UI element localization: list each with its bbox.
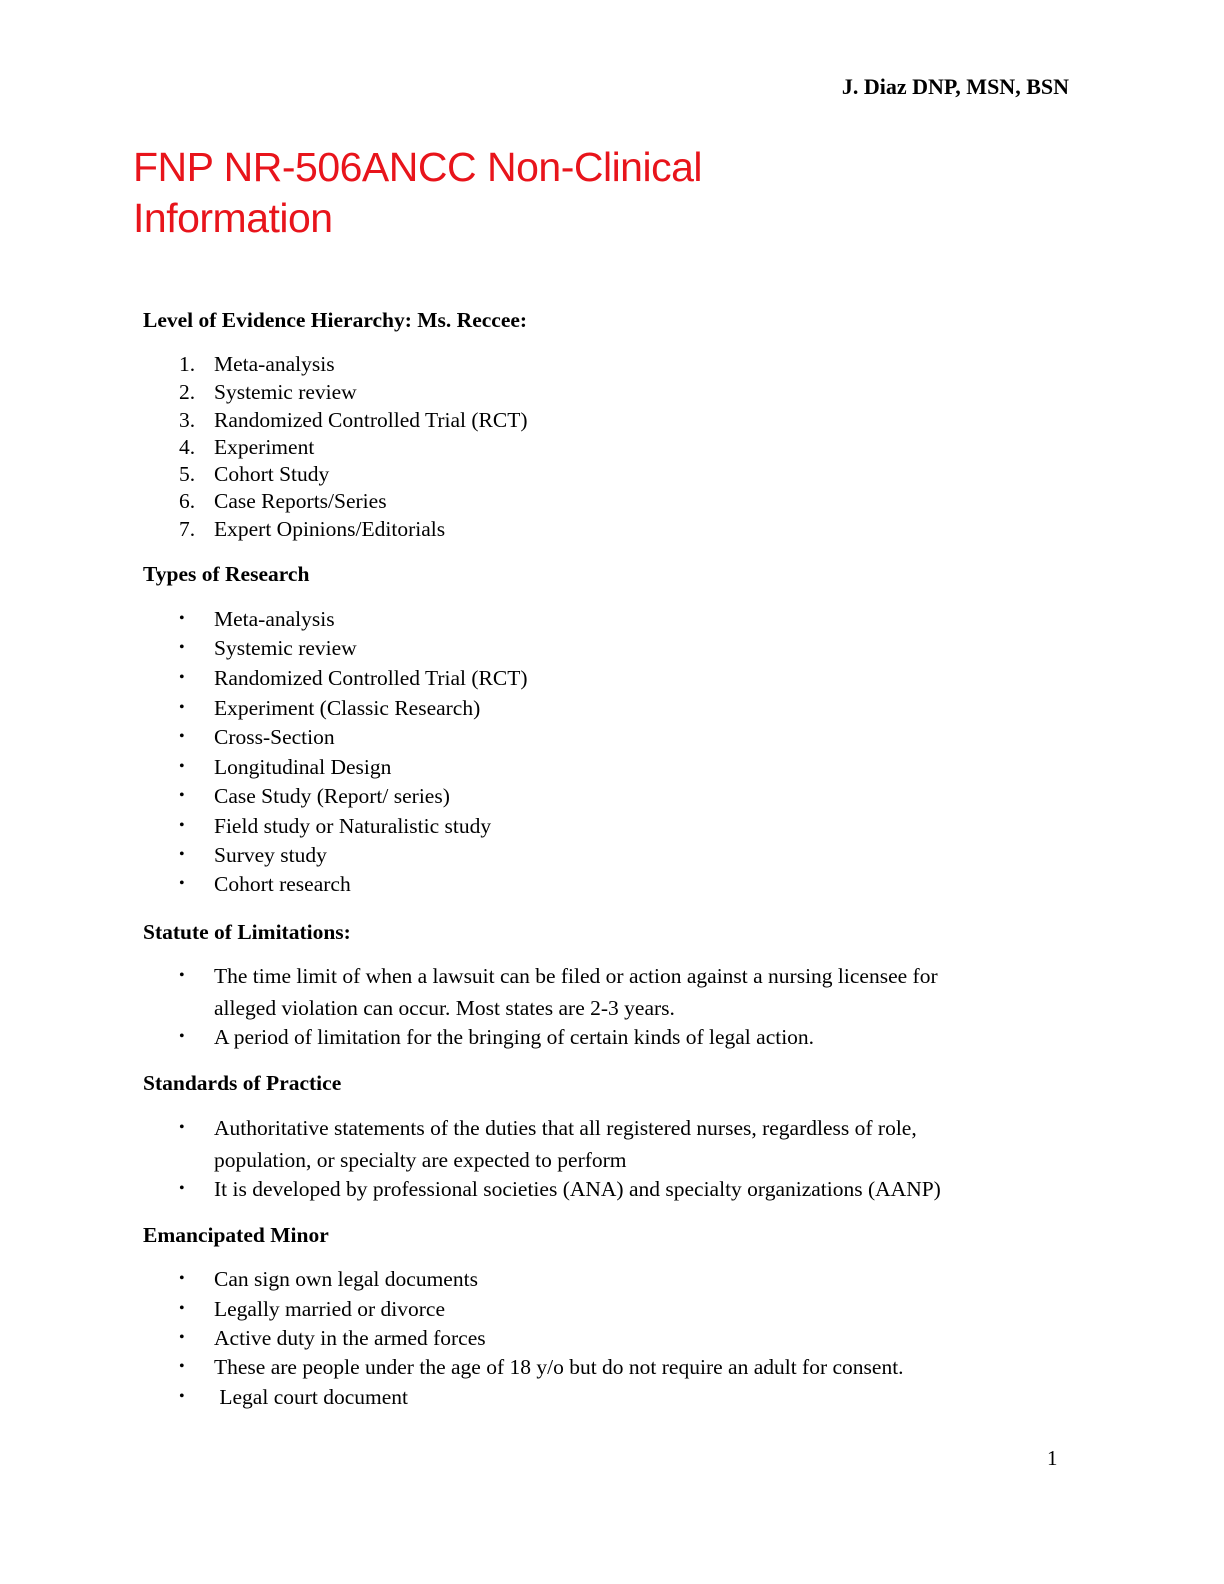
bullet-icon: •: [179, 875, 185, 892]
bullet-icon: •: [179, 1270, 185, 1287]
list-number: 2.: [179, 380, 196, 404]
bullet-icon: •: [179, 1180, 185, 1197]
list-number: 1.: [179, 352, 196, 376]
list-item: Experiment (Classic Research): [214, 696, 481, 720]
list-number: 7.: [179, 517, 196, 541]
bullet-icon: •: [179, 846, 185, 863]
section-heading-research-types: Types of Research: [143, 562, 310, 586]
author-header: J. Diaz DNP, MSN, BSN: [841, 74, 1069, 99]
list-item: Case Reports/Series: [214, 489, 387, 513]
section-heading-evidence: Level of Evidence Hierarchy: Ms. Reccee:: [143, 308, 528, 332]
list-item: Experiment: [214, 435, 315, 459]
bullet-icon: •: [179, 1028, 185, 1045]
document-title-line2: Information: [133, 195, 333, 241]
page-number: 1: [1047, 1446, 1058, 1470]
section-heading-emancipated: Emancipated Minor: [143, 1223, 329, 1247]
list-item: Meta-analysis: [214, 352, 335, 376]
bullet-icon: •: [179, 728, 185, 745]
bullet-icon: •: [179, 1388, 185, 1405]
list-item: The time limit of when a lawsuit can be filed or action against a nursing licensee for: [214, 964, 938, 988]
bullet-icon: •: [179, 1329, 185, 1346]
list-item: Cross-Section: [214, 725, 335, 749]
list-item: Longitudinal Design: [214, 755, 392, 779]
list-item: Expert Opinions/Editorials: [214, 517, 446, 541]
list-item: Systemic review: [214, 636, 357, 660]
list-item: Field study or Naturalistic study: [214, 814, 492, 838]
bullet-icon: •: [179, 639, 185, 656]
list-item-continuation: alleged violation can occur. Most states are 2-3 years.: [214, 996, 675, 1020]
bullet-icon: •: [179, 1119, 185, 1136]
list-item: Case Study (Report/ series): [214, 784, 450, 808]
bullet-icon: •: [179, 787, 185, 804]
list-item: Survey study: [214, 843, 327, 867]
bullet-icon: •: [179, 817, 185, 834]
list-item: Legal court document: [214, 1385, 409, 1409]
list-number: 3.: [179, 408, 196, 432]
list-item: It is developed by professional societies (ANA) and specialty organizations (AANP): [214, 1177, 941, 1201]
bullet-icon: •: [179, 967, 185, 984]
list-number: 5.: [179, 462, 196, 486]
document-title-line1: FNP NR-506ANCC Non-Clinical: [133, 144, 703, 190]
list-item: Randomized Controlled Trial (RCT): [214, 408, 528, 432]
list-item: Randomized Controlled Trial (RCT): [214, 666, 528, 690]
list-item-continuation: population, or specialty are expected to perform: [214, 1148, 627, 1172]
list-number: 4.: [179, 435, 196, 459]
list-item: Cohort research: [214, 872, 351, 896]
list-item: Active duty in the armed forces: [214, 1326, 486, 1350]
bullet-icon: •: [179, 610, 185, 627]
section-heading-standards: Standards of Practice: [143, 1071, 342, 1095]
bullet-icon: •: [179, 1300, 185, 1317]
section-heading-statute: Statute of Limitations:: [143, 920, 351, 944]
list-item: Legally married or divorce: [214, 1297, 446, 1321]
bullet-icon: •: [179, 669, 185, 686]
list-number: 6.: [179, 489, 196, 513]
list-item: Can sign own legal documents: [214, 1267, 478, 1291]
bullet-icon: •: [179, 1358, 185, 1375]
list-item: Systemic review: [214, 380, 357, 404]
list-item: Meta-analysis: [214, 607, 335, 631]
list-item: These are people under the age of 18 y/o but do not require an adult for consent.: [214, 1355, 904, 1379]
list-item: Cohort Study: [214, 462, 330, 486]
bullet-icon: •: [179, 758, 185, 775]
list-item: Authoritative statements of the duties that all registered nurses, regardless of role,: [214, 1116, 917, 1140]
bullet-icon: •: [179, 699, 185, 716]
list-item: A period of limitation for the bringing of certain kinds of legal action.: [214, 1025, 815, 1049]
